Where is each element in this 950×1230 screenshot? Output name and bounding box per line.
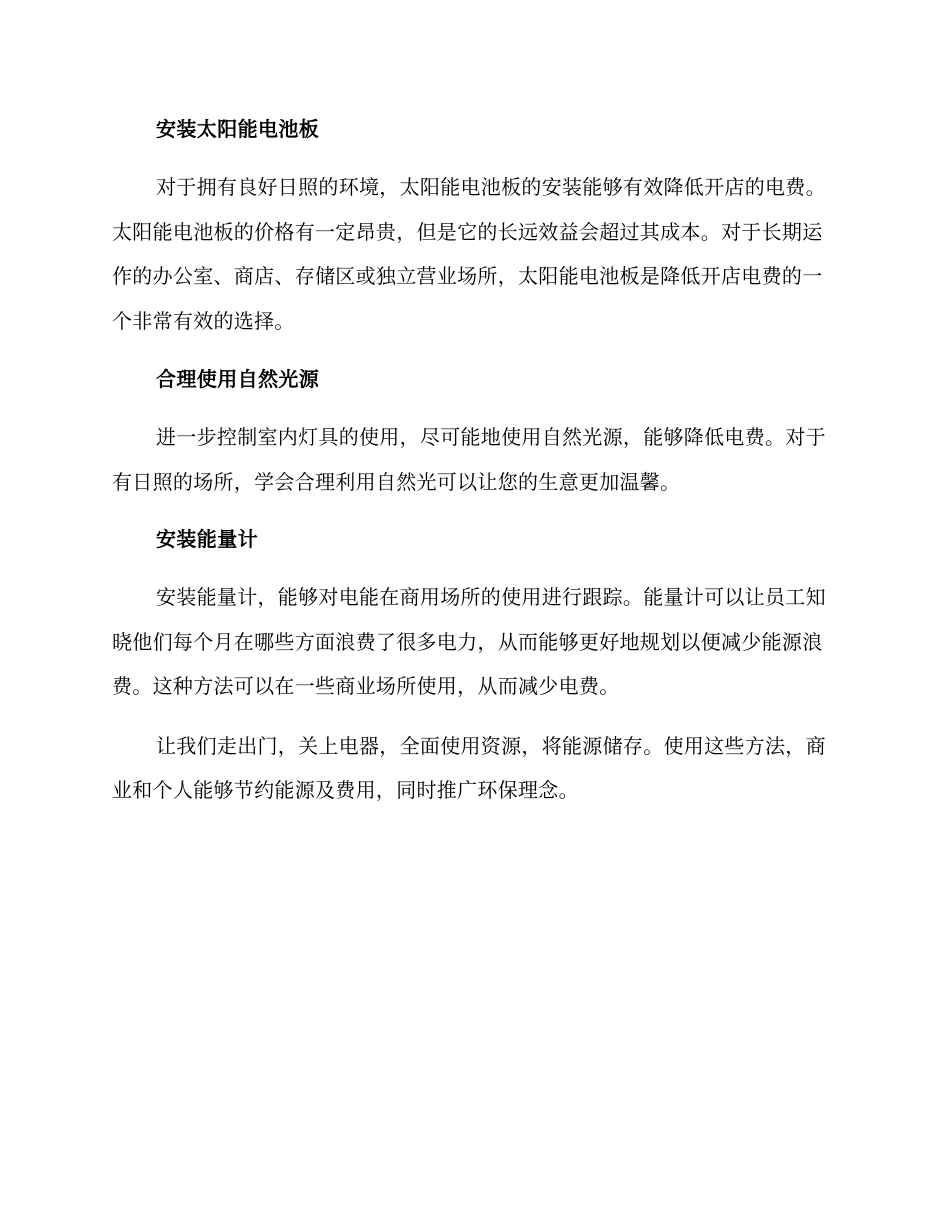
section-heading-energy-meter: 安装能量计 [156, 527, 258, 551]
section-paragraph-natural-light: 进一步控制室内灯具的使用，尽可能地使用自然光源，能够降低电费。对于有日照的场所，学会合理利用自然光可以让您的生意更加温馨。 [112, 425, 826, 494]
section-heading-natural-light: 合理使用自然光源 [156, 367, 320, 391]
section-paragraph-solar-panels: 对于拥有良好日照的环境，太阳能电池板的安装能够有效降低开店的电费。太阳能电池板的价格有一定昂贵，但是它的长远效益会超过其成本。对于长期运作的办公室、商店、存储区或独立营业场所，太阳能电池板是降低开店电费的一个非常有效的选择。 [112, 175, 826, 333]
section-heading-solar-panels: 安装太阳能电池板 [156, 117, 320, 141]
closing-paragraph: 让我们走出门，关上电器，全面使用资源，将能源储存。使用这些方法，商业和个人能够节约能源及费用，同时推广环保理念。 [112, 733, 826, 802]
section-paragraph-energy-meter: 安装能量计，能够对电能在商用场所的使用进行跟踪。能量计可以让员工知晓他们每个月在哪些方面浪费了很多电力，从而能够更好地规划以便减少能源浪费。这种方法可以在一些商业场所使用，从而减少电费。 [112, 585, 826, 698]
